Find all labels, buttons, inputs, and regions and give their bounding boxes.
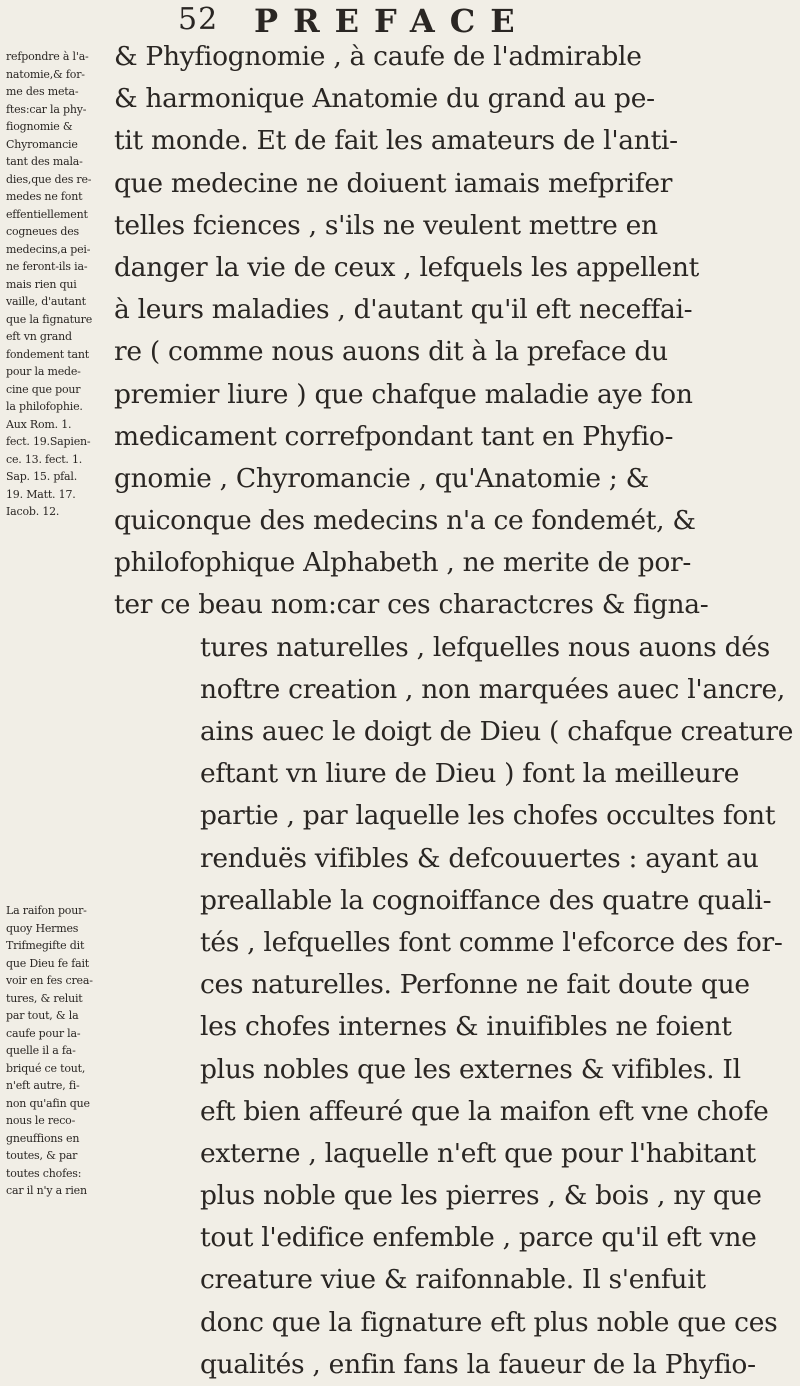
marginal-note-line: effentiellement bbox=[6, 207, 88, 221]
body-line: tout l'edifice enfemble , parce qu'il eft vne bbox=[200, 1222, 757, 1254]
body-line: philofophique Alphabeth , ne merite de por- bbox=[114, 547, 692, 579]
marginal-note-line: fect. 19.Sapien- bbox=[6, 435, 91, 448]
marginal-note-line: par tout, & la bbox=[6, 1009, 79, 1022]
body-line: plus nobles que les externes & vifibles. Il bbox=[200, 1053, 741, 1085]
body-line: donc que la fignature eft plus noble que ces bbox=[200, 1306, 778, 1338]
body-line: externe , laquelle n'eft que pour l'habitant bbox=[200, 1137, 756, 1169]
body-line: ces naturelles. Perfonne ne fait doute que bbox=[200, 969, 750, 1001]
marginal-note-line: gneuffions en bbox=[6, 1131, 80, 1145]
body-text bbox=[114, 36, 794, 1386]
body-line: partie , par laquelle les chofes occultes font bbox=[200, 800, 776, 832]
marginal-note-line: medes ne font bbox=[6, 190, 83, 203]
marginal-note-signature bbox=[6, 48, 106, 521]
body-line: ter ce beau nom:car ces charactcres & figna- bbox=[114, 589, 709, 621]
marginal-note-line: eft vn grand bbox=[6, 330, 72, 343]
page-number: 52 bbox=[178, 2, 219, 37]
body-line: tés , lefquelles font comme l'efcorce des for- bbox=[200, 926, 783, 958]
marginal-note-line: que la fignature bbox=[6, 312, 93, 326]
body-line: renduës vifibles & defcouuertes : ayant au bbox=[200, 842, 759, 874]
body-line: noftre creation , non marquées auec l'ancre, bbox=[200, 673, 786, 705]
body-line: & harmonique Anatomie du grand au pe- bbox=[114, 83, 655, 115]
marginal-note-line: ftes:car la phy- bbox=[6, 102, 87, 116]
marginal-note-line: tant des mala- bbox=[6, 155, 83, 168]
marginal-note-line: briqué ce tout, bbox=[6, 1061, 86, 1075]
body-line: plus noble que les pierres , & bois , ny que bbox=[200, 1180, 762, 1212]
marginal-note-line: medecins,a pei- bbox=[6, 242, 91, 256]
body-line: gnomie , Chyromancie , qu'Anatomie ; & bbox=[114, 462, 649, 494]
marginal-note-line: Sap. 15. pfal. bbox=[6, 470, 78, 483]
body-line: creature viue & raifonnable. Il s'enfuit bbox=[200, 1264, 706, 1296]
body-line: medicament correfpondant tant en Phyfio- bbox=[114, 420, 674, 452]
marginal-note-line: quoy Hermes bbox=[6, 921, 79, 935]
body-line: que medecine ne doiuent iamais mefprifer bbox=[114, 167, 673, 199]
body-line: danger la vie de ceux , lefquels les appellent bbox=[114, 251, 700, 283]
marginal-note-line: ne feront-ils ia- bbox=[6, 260, 88, 273]
body-line: les chofes internes & inuifibles ne foient bbox=[200, 1011, 732, 1043]
marginal-note-line: La raifon pour- bbox=[6, 904, 87, 917]
marginal-note-line: car il n'y a rien bbox=[6, 1184, 87, 1197]
marginal-note-line: fiognomie & bbox=[6, 120, 73, 133]
marginal-note-line: nous le reco- bbox=[6, 1114, 76, 1127]
marginal-note-line: ce. 13. fect. 1. bbox=[6, 452, 83, 466]
body-line: tit monde. Et de fait les amateurs de l'anti- bbox=[114, 125, 678, 157]
marginal-note-line: la philofophie. bbox=[6, 400, 83, 413]
marginal-note-line: Trifmegifte dit bbox=[6, 939, 85, 952]
marginal-note-line: caufe pour la- bbox=[6, 1026, 81, 1040]
marginal-note-line: cogneues des bbox=[6, 225, 79, 238]
marginal-note-line: Aux Rom. 1. bbox=[6, 417, 72, 431]
marginal-note-line: voir en fes crea- bbox=[6, 974, 93, 987]
marginal-note-line: dies,que des re- bbox=[6, 172, 92, 186]
body-line: telles fciences , s'ils ne veulent mettre en bbox=[114, 209, 658, 241]
body-line: à leurs maladies , d'autant qu'il eft neceffai- bbox=[114, 294, 693, 326]
body-line: qualités , enfin fans la faueur de la Phyfio- bbox=[200, 1348, 756, 1380]
marginal-note-line: n'eft autre, fi- bbox=[6, 1079, 80, 1092]
body-line: ains auec le doigt de Dieu ( chafque creature bbox=[200, 716, 794, 747]
body-line: quiconque des medecins n'a ce fondemét, & bbox=[114, 505, 696, 537]
marginal-note-line: Iacob. 12. bbox=[6, 505, 60, 518]
marginal-note-hermes bbox=[6, 902, 106, 1200]
body-line: premier liure ) que chafque maladie aye fon bbox=[114, 378, 693, 410]
running-head: PREFACE bbox=[254, 2, 530, 40]
marginal-note-line: fondement tant bbox=[6, 347, 89, 361]
marginal-note-line: Chyromancie bbox=[6, 137, 78, 151]
marginal-note-line: natomie,& for- bbox=[6, 67, 85, 81]
marginal-note-line: que Dieu fe fait bbox=[6, 956, 90, 970]
body-line: eft bien affeuré que la maifon eft vne chofe bbox=[200, 1095, 769, 1127]
marginal-note-line: 19. Matt. 17. bbox=[6, 487, 76, 501]
marginal-note-line: toutes chofes: bbox=[6, 1166, 82, 1180]
marginal-note-line: toutes, & par bbox=[6, 1149, 78, 1162]
marginal-note-line: non qu'afin que bbox=[6, 1096, 90, 1110]
body-line: & Phyfiognomie , à caufe de l'admirable bbox=[114, 41, 642, 72]
body-line: preallable la cognoiffance des quatre quali- bbox=[200, 884, 772, 916]
body-line: re ( comme nous auons dit à la preface du bbox=[114, 336, 668, 368]
marginal-note-line: quelle il a fa- bbox=[6, 1044, 76, 1057]
marginal-note-line: pour la mede- bbox=[6, 365, 81, 378]
marginal-note-line: mais rien qui bbox=[6, 277, 77, 291]
marginal-note-line: tures, & reluit bbox=[6, 991, 83, 1005]
body-line: eftant vn liure de Dieu ) font la meilleure bbox=[200, 758, 740, 790]
marginal-note-line: cine que pour bbox=[6, 382, 81, 396]
body-line: tures naturelles , lefquelles nous auons dés bbox=[200, 631, 770, 663]
marginal-note-line: vaille, d'autant bbox=[6, 295, 86, 308]
marginal-note-line: refpondre à l'a- bbox=[6, 50, 89, 63]
marginal-note-line: me des meta- bbox=[6, 85, 79, 98]
